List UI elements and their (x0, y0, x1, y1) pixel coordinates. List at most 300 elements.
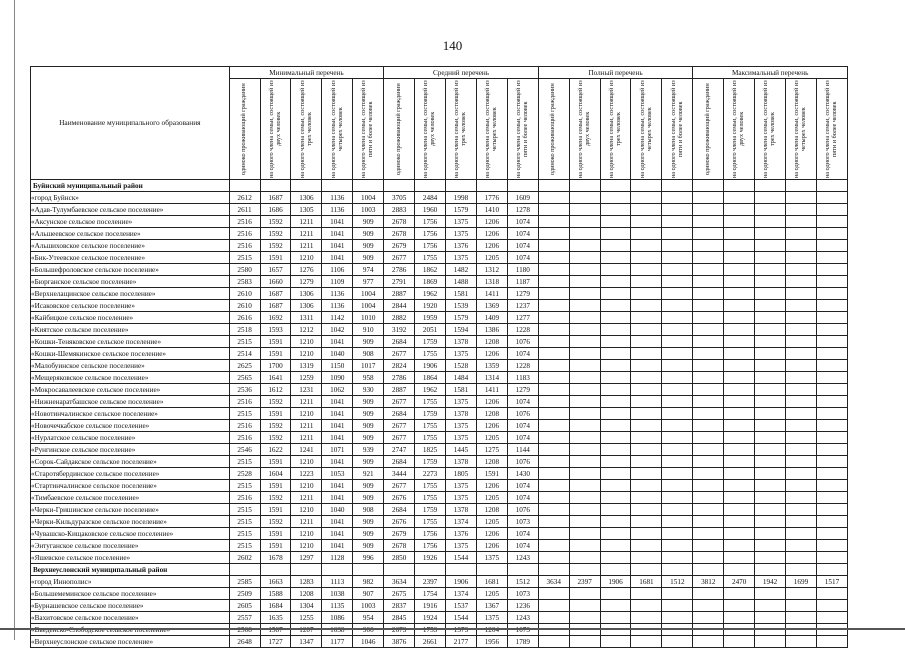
value-cell: 1755 (415, 396, 446, 408)
value-cell: 1692 (260, 312, 291, 324)
name-column-header: Наименование муниципального образования (31, 67, 230, 180)
value-cell (600, 600, 631, 612)
value-cell: 2516 (229, 240, 260, 252)
empty-cell (755, 564, 786, 576)
value-cell: 1231 (291, 384, 322, 396)
value-cell (816, 600, 847, 612)
value-cell (600, 432, 631, 444)
section-title: Верхнеуслонский муниципальный район (31, 564, 230, 576)
value-cell (724, 600, 755, 612)
value-cell (786, 372, 817, 384)
value-cell: 2684 (384, 336, 415, 348)
value-cell: 1187 (507, 276, 538, 288)
value-cell (755, 420, 786, 432)
value-cell: 1003 (353, 204, 384, 216)
value-cell (569, 516, 600, 528)
empty-cell (291, 564, 322, 576)
value-cell: 2518 (229, 324, 260, 336)
value-cell: 1206 (476, 348, 507, 360)
value-cell: 2273 (415, 468, 446, 480)
value-cell: 1375 (476, 552, 507, 564)
value-cell (724, 456, 755, 468)
value-cell (538, 540, 569, 552)
value-cell: 2850 (384, 552, 415, 564)
value-cell (693, 384, 724, 396)
value-cell: 2786 (384, 264, 415, 276)
value-cell: 1279 (291, 276, 322, 288)
value-cell: 1041 (322, 480, 353, 492)
value-cell: 2684 (384, 504, 415, 516)
municipality-name: «Большемеминское сельское поселение» (31, 588, 230, 600)
value-cell: 1076 (507, 456, 538, 468)
value-cell: 1211 (291, 432, 322, 444)
value-cell (631, 432, 662, 444)
subcolumn-label: на одного члена семьи, состоящей из четырех человек (484, 80, 498, 178)
value-cell (631, 216, 662, 228)
municipality-name: «Энтуганское сельское поселение» (31, 540, 230, 552)
value-cell: 3812 (693, 576, 724, 588)
value-cell: 2679 (384, 240, 415, 252)
value-cell: 2610 (229, 300, 260, 312)
value-cell: 2515 (229, 504, 260, 516)
value-cell: 1687 (260, 300, 291, 312)
value-cell (755, 516, 786, 528)
value-cell (786, 300, 817, 312)
value-cell: 1090 (322, 372, 353, 384)
subcolumn-header (384, 79, 415, 180)
empty-cell (538, 180, 569, 192)
value-cell (755, 432, 786, 444)
table-row (31, 336, 848, 348)
value-cell: 3634 (384, 576, 415, 588)
value-cell: 1759 (415, 408, 446, 420)
value-cell (631, 504, 662, 516)
value-cell: 1755 (415, 516, 446, 528)
value-cell (569, 252, 600, 264)
value-cell: 1074 (507, 252, 538, 264)
subcolumn-label: на одного члена семьи, состоящей из пяти и более человек (515, 80, 529, 178)
value-cell (786, 444, 817, 456)
empty-cell (724, 564, 755, 576)
value-cell: 1073 (507, 588, 538, 600)
value-cell (755, 264, 786, 276)
value-cell: 1205 (476, 516, 507, 528)
value-cell: 1053 (322, 468, 353, 480)
value-cell: 982 (353, 576, 384, 588)
value-cell: 1687 (260, 288, 291, 300)
value-cell: 1041 (322, 252, 353, 264)
value-cell: 1375 (446, 420, 477, 432)
value-cell (631, 324, 662, 336)
table-row (31, 324, 848, 336)
value-cell: 1367 (476, 600, 507, 612)
table-row (31, 396, 848, 408)
value-cell (600, 216, 631, 228)
value-cell: 1211 (291, 492, 322, 504)
value-cell (693, 336, 724, 348)
empty-cell (755, 180, 786, 192)
value-cell (662, 432, 693, 444)
value-cell (600, 516, 631, 528)
value-cell (569, 312, 600, 324)
value-cell (724, 300, 755, 312)
value-cell: 1681 (631, 576, 662, 588)
value-cell (631, 240, 662, 252)
value-cell (569, 384, 600, 396)
municipality-name: «Бюрганское сельское поселение» (31, 276, 230, 288)
value-cell: 2747 (384, 444, 415, 456)
value-cell (569, 420, 600, 432)
value-cell (724, 396, 755, 408)
empty-cell (322, 180, 353, 192)
value-cell: 1259 (291, 372, 322, 384)
value-cell (569, 480, 600, 492)
value-cell: 1208 (291, 588, 322, 600)
value-cell (755, 204, 786, 216)
value-cell (786, 336, 817, 348)
subcolumn-header (755, 79, 786, 180)
value-cell (786, 468, 817, 480)
value-cell (538, 276, 569, 288)
value-cell: 1004 (353, 192, 384, 204)
value-cell (538, 300, 569, 312)
value-cell (631, 300, 662, 312)
municipality-name: «Кайбицкое сельское поселение» (31, 312, 230, 324)
value-cell (662, 228, 693, 240)
value-cell (755, 300, 786, 312)
subcolumn-label: на одного члена семьи, состоящей из двух человек (267, 80, 282, 178)
value-cell (662, 288, 693, 300)
table-row (31, 600, 848, 612)
value-cell: 909 (353, 480, 384, 492)
value-cell (724, 432, 755, 444)
value-cell: 1210 (291, 528, 322, 540)
value-cell: 1378 (446, 408, 477, 420)
value-cell: 1375 (446, 396, 477, 408)
subcolumn-header (724, 79, 755, 180)
value-cell (724, 252, 755, 264)
value-cell: 1591 (260, 336, 291, 348)
page-number: 140 (442, 38, 463, 53)
value-cell (816, 540, 847, 552)
value-cell (662, 192, 693, 204)
value-cell: 2515 (229, 456, 260, 468)
table-row (31, 348, 848, 360)
value-cell (724, 288, 755, 300)
value-cell: 1241 (291, 444, 322, 456)
value-cell (786, 492, 817, 504)
empty-cell (291, 180, 322, 192)
value-cell (724, 588, 755, 600)
value-cell: 1641 (260, 372, 291, 384)
value-cell (662, 588, 693, 600)
municipality-name: «Новочечкабское сельское поселение» (31, 420, 230, 432)
municipality-name: «Новотинчалинское сельское поселение» (31, 408, 230, 420)
empty-cell (724, 180, 755, 192)
value-cell: 2684 (384, 408, 415, 420)
value-cell: 1375 (446, 492, 477, 504)
value-cell: 1212 (291, 324, 322, 336)
value-cell: 1756 (415, 540, 446, 552)
value-cell (631, 360, 662, 372)
empty-cell (415, 564, 446, 576)
value-cell (662, 360, 693, 372)
municipality-name: «Стартинчалинское сельское поселение» (31, 480, 230, 492)
value-cell (693, 300, 724, 312)
value-cell: 1004 (353, 300, 384, 312)
value-cell: 1482 (446, 264, 477, 276)
value-cell (662, 276, 693, 288)
group-header: Максимальный перечень (693, 67, 848, 79)
subcolumn-header (662, 79, 693, 180)
value-cell (755, 348, 786, 360)
subcolumn-label: на одного члена семьи, состоящей из пяти и более человек (360, 80, 375, 178)
value-cell: 1076 (507, 336, 538, 348)
municipality-name: «Мещеряковское сельское поселение» (31, 372, 230, 384)
value-cell (786, 288, 817, 300)
value-cell (600, 384, 631, 396)
value-cell: 1755 (415, 432, 446, 444)
value-cell: 1312 (476, 264, 507, 276)
value-cell: 2616 (229, 312, 260, 324)
value-cell: 2677 (384, 480, 415, 492)
municipality-name: «Альшеевское сельское поселение» (31, 228, 230, 240)
value-cell (755, 216, 786, 228)
value-cell (631, 384, 662, 396)
value-cell: 3705 (384, 192, 415, 204)
value-cell (693, 516, 724, 528)
value-cell: 1211 (291, 420, 322, 432)
value-cell (724, 240, 755, 252)
municipality-name: «Верхнеуслонское сельское поселение» (31, 636, 230, 648)
empty-cell (600, 564, 631, 576)
value-cell: 1591 (260, 456, 291, 468)
table-row (31, 300, 848, 312)
value-cell (569, 408, 600, 420)
value-cell (569, 444, 600, 456)
value-cell: 1537 (446, 600, 477, 612)
value-cell: 1592 (260, 228, 291, 240)
table-row (31, 240, 848, 252)
value-cell (569, 456, 600, 468)
empty-cell (538, 564, 569, 576)
value-cell (662, 348, 693, 360)
value-cell: 1727 (260, 636, 291, 648)
value-cell (538, 408, 569, 420)
municipality-name: «Малобуинское сельское поселение» (31, 360, 230, 372)
value-cell (631, 552, 662, 564)
value-cell: 1411 (476, 384, 507, 396)
group-header: Средний перечень (384, 67, 539, 79)
value-cell (600, 324, 631, 336)
value-cell: 1004 (353, 288, 384, 300)
value-cell: 1073 (507, 516, 538, 528)
section-title: Буйнский муниципальный район (31, 180, 230, 192)
value-cell: 2516 (229, 216, 260, 228)
value-cell (538, 636, 569, 648)
value-cell (755, 396, 786, 408)
value-cell: 1211 (291, 228, 322, 240)
value-cell: 1593 (260, 324, 291, 336)
value-cell (724, 492, 755, 504)
value-cell: 1076 (507, 504, 538, 516)
value-cell: 1243 (507, 612, 538, 624)
value-cell (538, 468, 569, 480)
empty-cell (786, 564, 817, 576)
value-cell: 2484 (415, 192, 446, 204)
municipality-name: «Нижненаратбашское сельское поселение» (31, 396, 230, 408)
subcolumn-header (569, 79, 600, 180)
value-cell: 2585 (229, 576, 260, 588)
empty-cell (569, 180, 600, 192)
value-cell (631, 312, 662, 324)
value-cell: 2536 (229, 384, 260, 396)
value-cell (693, 492, 724, 504)
value-cell: 908 (353, 348, 384, 360)
table-row (31, 492, 848, 504)
value-cell (538, 312, 569, 324)
value-cell (816, 384, 847, 396)
value-cell (816, 432, 847, 444)
value-cell: 1041 (322, 240, 353, 252)
value-cell: 909 (353, 408, 384, 420)
value-cell: 1183 (507, 372, 538, 384)
value-cell (786, 588, 817, 600)
value-cell: 908 (353, 504, 384, 516)
value-cell (538, 396, 569, 408)
empty-cell (353, 180, 384, 192)
value-cell (631, 636, 662, 648)
value-cell (816, 204, 847, 216)
value-cell (816, 216, 847, 228)
value-cell (724, 504, 755, 516)
empty-cell (816, 564, 847, 576)
value-cell: 1528 (446, 360, 477, 372)
municipality-name: «Исаковское сельское поселение» (31, 300, 230, 312)
value-cell (693, 504, 724, 516)
value-cell: 1369 (476, 300, 507, 312)
value-cell: 2516 (229, 492, 260, 504)
value-cell: 1430 (507, 468, 538, 480)
value-cell (538, 432, 569, 444)
value-cell (569, 360, 600, 372)
table-row (31, 444, 848, 456)
value-cell: 909 (353, 216, 384, 228)
empty-cell (507, 180, 538, 192)
empty-cell (693, 564, 724, 576)
table-row (31, 432, 848, 444)
value-cell: 1306 (291, 192, 322, 204)
value-cell (662, 264, 693, 276)
subcolumn-label: на одного члена семьи, состоящей из трех человек (298, 80, 313, 178)
value-cell: 1206 (476, 240, 507, 252)
data-table (30, 66, 848, 648)
value-cell (569, 216, 600, 228)
value-cell (755, 600, 786, 612)
subcolumn-label: на одного члена семьи, состоящей из четырех человек (329, 80, 344, 178)
empty-cell (476, 180, 507, 192)
value-cell: 1588 (260, 588, 291, 600)
value-cell: 1756 (415, 228, 446, 240)
value-cell: 1962 (415, 288, 446, 300)
value-cell: 1205 (476, 252, 507, 264)
value-cell (662, 408, 693, 420)
value-cell (816, 636, 847, 648)
value-cell (538, 504, 569, 516)
value-cell: 1759 (415, 336, 446, 348)
value-cell: 907 (353, 588, 384, 600)
empty-cell (476, 564, 507, 576)
municipality-name: «Черки-Кильдуразское сельское поселение» (31, 516, 230, 528)
value-cell (816, 228, 847, 240)
value-cell (786, 216, 817, 228)
value-cell (569, 276, 600, 288)
value-cell (662, 204, 693, 216)
value-cell: 1206 (476, 528, 507, 540)
value-cell: 1208 (476, 456, 507, 468)
value-cell (600, 372, 631, 384)
value-cell: 1635 (260, 612, 291, 624)
table-row (31, 516, 848, 528)
value-cell: 2528 (229, 468, 260, 480)
subcolumn-label: на одного члена семьи, состоящей из четырех человек (638, 80, 653, 178)
subcolumn-label: на одного члена семьи, состоящей из трех человек (762, 80, 777, 178)
value-cell (693, 312, 724, 324)
value-cell: 909 (353, 540, 384, 552)
value-cell: 2470 (724, 576, 755, 588)
value-cell: 1237 (507, 300, 538, 312)
value-cell: 1660 (260, 276, 291, 288)
value-cell (816, 480, 847, 492)
value-cell: 1375 (446, 432, 477, 444)
value-cell (693, 552, 724, 564)
subcolumn-label: на одного члена семьи, состоящей из трех человек (607, 80, 622, 178)
value-cell (724, 348, 755, 360)
municipality-name: «Бурнашевское сельское поселение» (31, 600, 230, 612)
empty-cell (662, 180, 693, 192)
value-cell: 1017 (353, 360, 384, 372)
value-cell: 1686 (260, 204, 291, 216)
value-cell (569, 372, 600, 384)
value-cell: 1622 (260, 444, 291, 456)
value-cell: 1825 (415, 444, 446, 456)
value-cell (693, 228, 724, 240)
empty-cell (353, 564, 384, 576)
value-cell (538, 252, 569, 264)
value-cell: 1375 (446, 252, 477, 264)
value-cell: 1210 (291, 348, 322, 360)
value-cell (600, 360, 631, 372)
value-cell (569, 264, 600, 276)
value-cell: 1592 (260, 420, 291, 432)
subcolumn-label: одиноко проживающий гражданин (394, 83, 402, 175)
value-cell (816, 360, 847, 372)
municipality-name: «Тимбаевское сельское поселение» (31, 492, 230, 504)
value-cell (538, 612, 569, 624)
value-cell (538, 528, 569, 540)
value-cell: 1484 (446, 372, 477, 384)
value-cell (755, 192, 786, 204)
value-cell (816, 420, 847, 432)
value-cell: 1041 (322, 216, 353, 228)
value-cell: 1699 (786, 576, 817, 588)
value-cell (724, 612, 755, 624)
value-cell: 1074 (507, 348, 538, 360)
value-cell (755, 312, 786, 324)
value-cell (631, 516, 662, 528)
value-cell: 1591 (260, 480, 291, 492)
value-cell (724, 228, 755, 240)
